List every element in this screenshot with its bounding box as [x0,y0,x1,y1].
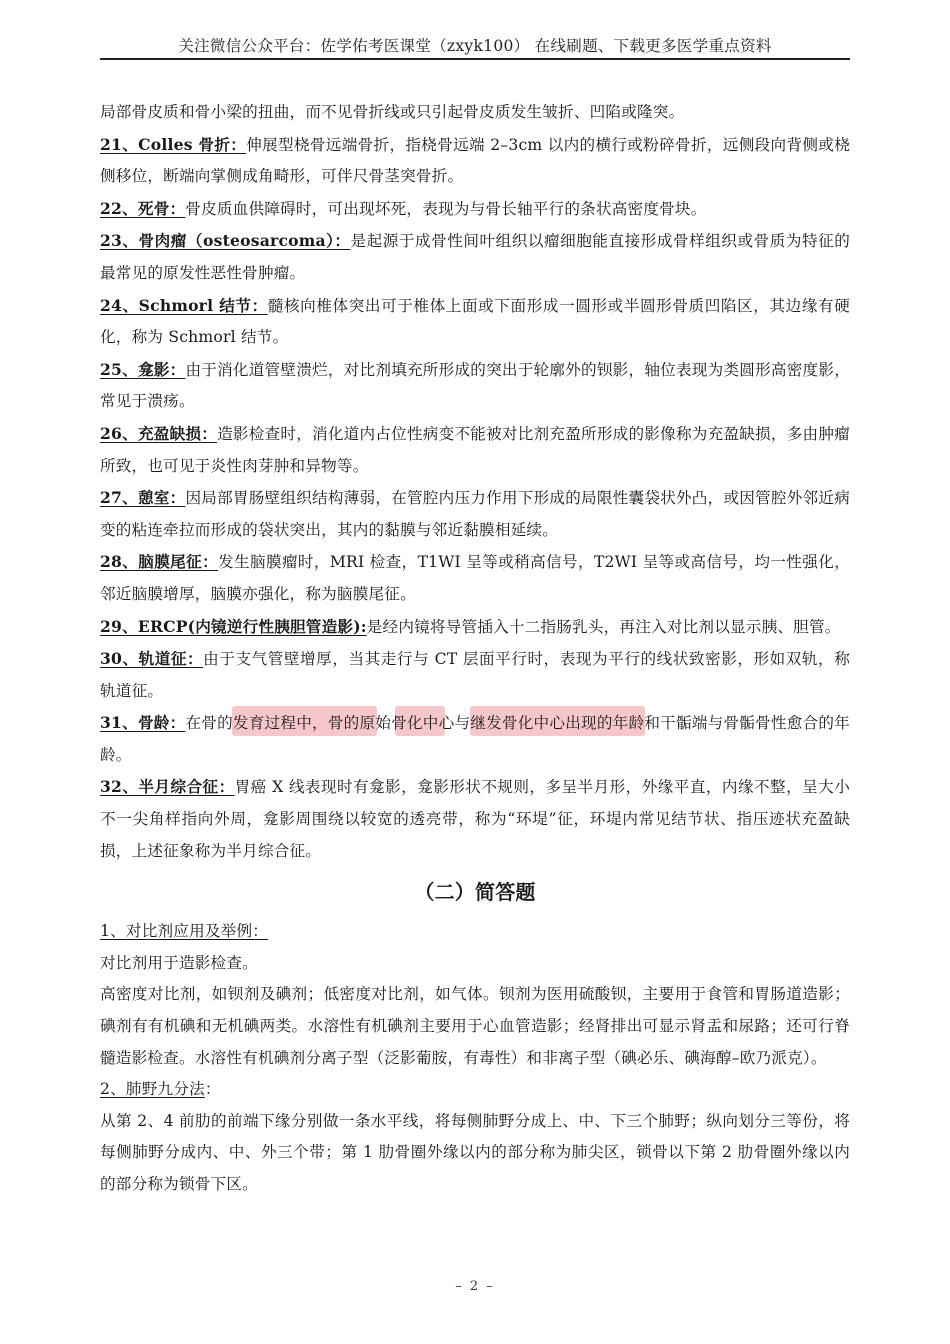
answer-paragraph: 从第 2、4 前肋的前端下缘分别做一条水平线，将每侧肺野分成上、中、下三个肺野；纵向划分三等份，将每侧肺野分成内、中、外三个带；第 1 肋骨圈外缘以内的部分称为肺尖区，锁骨以下第 2 肋骨圈外缘以内的部分称为锁骨下区。 [100,1111,850,1193]
term-title: 26、充盈缺损： [100,423,218,443]
page-number: – 2 – [455,1279,495,1294]
term-definition: 是起源于成骨性间叶组织以瘤细胞能直接形成骨样组织或骨质为特征的最常见的原发性恶性骨肿瘤。 [100,232,851,282]
question-title [100,916,850,948]
question-title-suffix: ： [204,1080,221,1099]
term-title: 23、骨肉瘤（osteosarcoma）： [100,231,351,251]
intro-paragraph: 局部骨皮质和骨小梁的扭曲，而不见骨折线或只引起骨皮质发生皱折、凹陷或隆突。 [100,103,685,121]
section-title: （二）简答题 [414,880,536,905]
question-title-text: 2、肺野九分法 [100,1080,205,1099]
term-item [100,611,850,644]
term-item [100,771,850,867]
term-item [100,707,850,771]
term-title: 24、Schmorl 结节： [100,295,268,315]
term-item [100,290,850,354]
term-item [100,546,850,610]
term-item [100,225,850,289]
term-definition: 在骨的发育过程中，骨的原始骨化中心与继发骨化中心出现的年龄和干骺端与骨骺骨性愈合的年龄。 [100,714,851,764]
term-definition: 是经内镜将导管插入十二指肠乳头，再注入对比剂以显示胰、胆管。 [366,617,841,636]
term-item [100,129,850,193]
term-definition: 发生脑膜瘤时，MRI 检查，T1WI 呈等或稍高信号，T2WI 呈等或高信号，均一性强化，邻近脑膜增厚，脑膜亦强化，称为脑膜尾征。 [100,553,850,603]
term-title: 28、脑膜尾征： [100,552,219,572]
term-list [100,129,850,868]
term-title: 30、轨道征： [100,649,204,669]
term-definition: 由于支气管壁增厚，当其走行与 CT 层面平行时，表现为平行的线状致密影，形如双轨，称轨道征。 [100,650,850,700]
header-divider [100,58,850,60]
term-definition: 因局部胃肠壁组织结构薄弱，在管腔内压力作用下形成的局限性囊袋状外凸，或因管腔外邻近病变的粘连牵拉而形成的袋状突出，其内的黏膜与邻近黏膜相延续。 [100,489,851,539]
question-title-text: 1、对比剂应用及举例： [100,922,269,941]
term-title: 32、半月综合征： [100,777,235,797]
term-definition: 胃癌 X 线表现时有龛影，龛影形状不规则，多呈半月形，外缘平直，内缘不整，呈大小不一尖角样指向外周，龛影周围绕以较宽的透亮带，称为“环堤”征，环堤内常见结节状、指压迹状充盈缺损，上述征象称为半月综合征。 [100,778,850,860]
answer-paragraph: 高密度对比剂，如钡剂及碘剂；低密度对比剂，如气体。钡剂为医用硫酸钡，主要用于食管和胃肠道造影；碘剂有有机碘和无机碘两类。水溶性有机碘剂主要用于心血管造影；经肾排出可显示肾盂和尿路；还可行脊髓造影检查。水溶性有机碘剂分离子型（泛影葡胺，有毒性）和非离子型（碘必乐、碘海醇–欧乃派克）。 [100,985,850,1067]
answer-paragraph: 对比剂用于造影检查。 [100,953,258,972]
term-item [100,643,850,707]
term-definition: 骨皮质血供障碍时，可出现坏死，表现为与骨长轴平行的条状高密度骨块。 [185,199,707,218]
term-definition: 伸展型桡骨远端骨折，指桡骨远端 2–3cm 以内的横行或粉碎骨折，远侧段向背侧或桡侧移位，断端向掌侧成角畸形，可伴尺骨茎突骨折。 [100,135,851,186]
term-definition: 由于消化道管壁溃烂，对比剂填充所形成的突出于轮廓外的钡影，轴位表现为类圆形高密度影，常见于溃疡。 [100,360,851,411]
term-title: 25、龛影： [100,359,186,379]
question-title [100,1074,850,1106]
term-title: 29、ERCP(内镜逆行性胰胆管造影): [100,616,367,636]
term-title: 31、骨龄： [100,713,186,733]
document-body [100,97,850,1201]
term-item [100,482,850,546]
term-item [100,418,850,482]
term-item [100,354,850,418]
term-definition: 髓核向椎体突出可于椎体上面或下面形成一圆形或半圆形骨质凹陷区，其边缘有硬化，称为 Schmorl 结节。 [100,296,850,347]
page-header: 关注微信公众平台：佐学佑考医课堂（zxyk100） 在线刷题、下载更多医学重点资料 [178,37,772,55]
term-title: 21、Colles 骨折： [100,134,247,154]
term-title: 27、憩室： [100,488,186,508]
term-title: 22、死骨： [100,198,186,218]
term-definition: 造影检查时，消化道内占位性病变不能被对比剂充盈所形成的影像称为充盈缺损，多由肿瘤所致，也可见于炎性肉芽肿和异物等。 [100,424,850,475]
term-item [100,193,850,226]
